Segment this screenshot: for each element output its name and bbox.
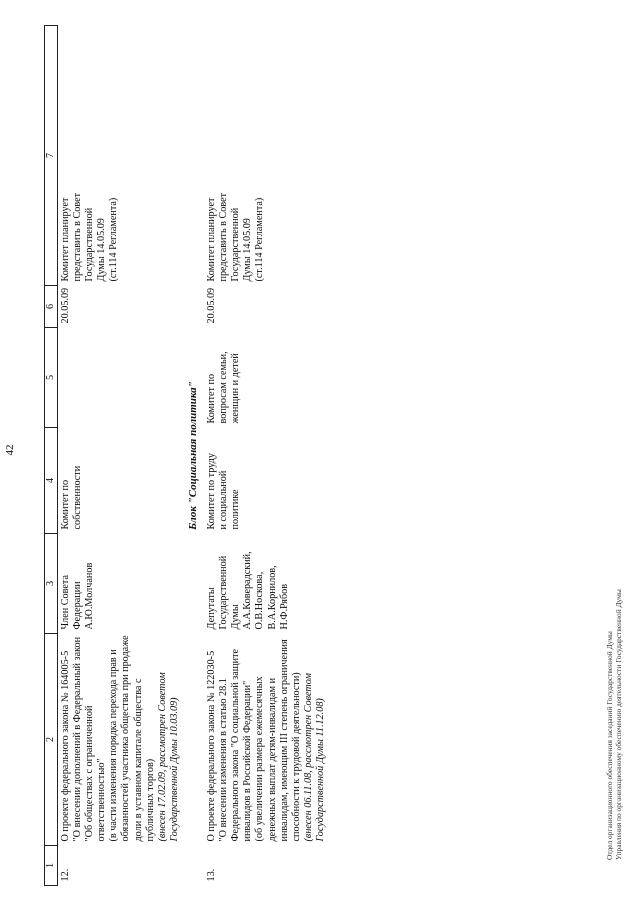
bill-note: (внесен 06.11.08, рассмотрен Советом xyxy=(302,673,314,842)
bill-note: (внесен 17.02.09, рассмотрен Советом xyxy=(156,672,168,842)
table-row xyxy=(58,26,185,886)
initiator-line: А.Ю.Молчанов xyxy=(84,562,96,630)
section-cell xyxy=(185,26,204,886)
plan-line: Государственной xyxy=(230,207,242,282)
bill-note: Государственной Думы 10.03.09) xyxy=(168,697,180,842)
table-header-row xyxy=(45,26,58,886)
responsible-committee xyxy=(58,428,185,534)
initiator-line: А.А.Коверадский, xyxy=(242,551,254,630)
initiator-line: Депутаты xyxy=(206,587,218,630)
bill-line: обязанностей участника общества при продаже xyxy=(120,635,132,842)
bill-line: инвалидов в Российской Федерации" xyxy=(242,680,254,842)
bill-line: инвалидам, имеющим III степень ограничения xyxy=(278,639,290,842)
page-footer xyxy=(605,589,623,860)
initiator-line: Государственной xyxy=(218,555,230,630)
initiator-line: Член Совета xyxy=(60,575,71,630)
plan-line: Комитет планирует xyxy=(206,197,218,282)
bill-description xyxy=(58,634,185,846)
bill-line: денежных выплат детям-инвалидам и xyxy=(266,677,278,842)
initiator xyxy=(204,534,331,634)
column-number: 1 xyxy=(45,846,58,886)
column-number: 3 xyxy=(45,534,58,634)
document-table xyxy=(44,25,331,886)
plan-line: (ст.114 Регламента) xyxy=(254,197,266,282)
plan-line: представить в Совет xyxy=(72,192,84,282)
committee-line: собственности xyxy=(72,465,84,530)
initiator-line: В.А.Корнилов, xyxy=(266,565,278,630)
footer-line: Управления по организационному обеспечению деятельности Государственной Думы xyxy=(614,589,623,860)
initiator-line: Думы xyxy=(230,604,242,630)
co-executor-line: женщин и детей xyxy=(230,353,242,424)
plan-line: (ст.114 Регламента) xyxy=(108,197,120,282)
row-number: 13. xyxy=(206,868,218,882)
plan-line: Думы 14.05.09 xyxy=(96,218,108,282)
bill-line: "О внесении изменения в статью 28.1 xyxy=(218,678,230,842)
bill-line: способности к трудовой деятельности) xyxy=(290,672,302,842)
plan-line: Комитет планирует xyxy=(60,197,71,282)
bill-note: Государственной Думы 11.12.08) xyxy=(314,698,326,842)
column-number: 5 xyxy=(45,328,58,428)
column-number: 2 xyxy=(45,634,58,846)
bill-description xyxy=(204,634,331,846)
section-row xyxy=(185,26,204,886)
bill-line: (в части изменения порядка перехода прав и xyxy=(108,649,120,842)
row-number: 12. xyxy=(60,868,71,882)
plan-line: Думы 14.05.09 xyxy=(242,218,254,282)
committee-line: Комитет по труду xyxy=(206,453,218,530)
bill-line: О проекте федерального закона № 164005-5 xyxy=(60,650,71,842)
bill-line: О проекте федерального закона № 122030-5 xyxy=(206,650,218,842)
committee-line: политике xyxy=(230,489,242,530)
bill-line: "О внесении дополнений в Федеральный закон xyxy=(72,636,84,842)
page-number: 42 xyxy=(4,444,16,456)
table-row xyxy=(204,26,331,886)
committee-line: Комитет по xyxy=(60,479,71,530)
plan xyxy=(58,26,185,286)
initiator xyxy=(58,534,185,634)
plan-line: Государственной xyxy=(84,207,96,282)
co-executor-line: Комитет по xyxy=(206,373,218,424)
bill-line: Федерального закона "О социальной защите xyxy=(230,648,242,842)
bill-line: ответственностью" xyxy=(96,758,108,842)
responsible-committee xyxy=(204,428,331,534)
co-executor xyxy=(58,328,185,428)
committee-line: и социальной xyxy=(218,470,230,530)
column-number: 7 xyxy=(45,26,58,286)
co-executor xyxy=(204,328,331,428)
bill-line: "Об обществах с ограниченной xyxy=(84,705,96,842)
initiator-line: Н.Ф.Рябов xyxy=(278,583,290,630)
column-number: 4 xyxy=(45,428,58,534)
date: 20.05.09 xyxy=(60,287,71,324)
co-executor-line: вопросам семьи, xyxy=(218,351,230,424)
footer-line: Отдел организационного обеспечения заседаний Государственной Думы xyxy=(605,631,614,860)
plan-line: представить в Совет xyxy=(218,192,230,282)
date: 20.05.09 xyxy=(206,287,218,324)
bill-line: доли в уставном капитале общества с xyxy=(132,678,144,842)
initiator-line: О.В.Носкова, xyxy=(254,571,266,630)
plan xyxy=(204,26,331,286)
bill-line: публичных торгов) xyxy=(144,758,156,842)
bill-line: (об увеличении размера ежемесячных xyxy=(254,676,266,842)
column-number: 6 xyxy=(45,286,58,328)
section-title: Блок "Социальная политика" xyxy=(186,381,199,530)
initiator-line: Федерации xyxy=(72,581,84,630)
